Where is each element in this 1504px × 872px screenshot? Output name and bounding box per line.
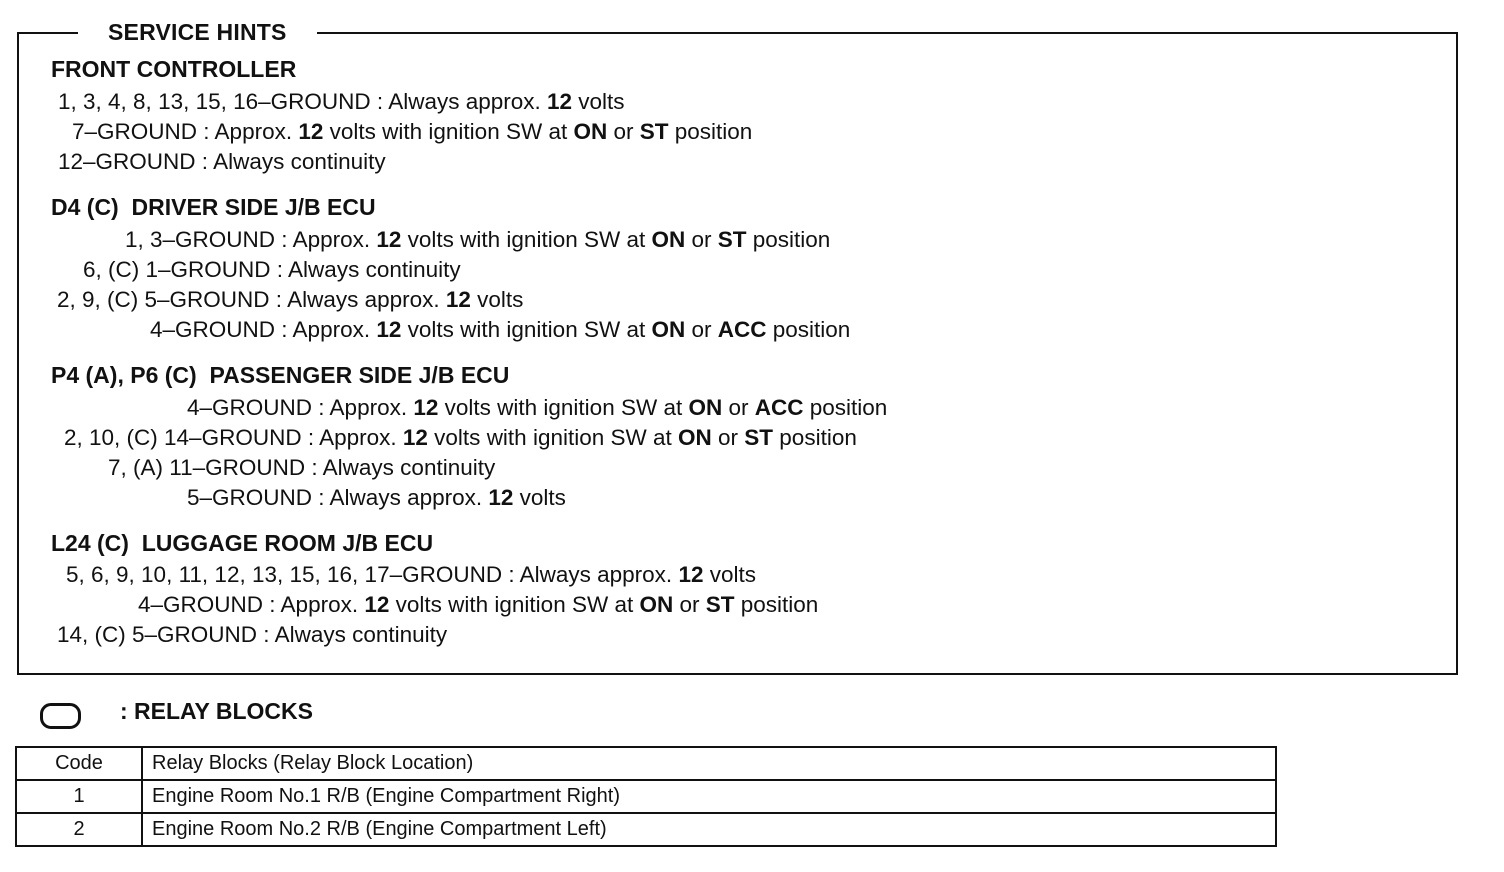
rounded-rectangle-icon [40,703,81,729]
cell-code: 1 [16,780,142,813]
table-row [16,813,1276,846]
hint-line: 12–GROUND : Always continuity [58,149,386,174]
relay-blocks-label: : RELAY BLOCKS [120,698,313,724]
hint-line: 2, 9, (C) 5–GROUND : Always approx. 12 volts [57,287,524,312]
hint-line: 5–GROUND : Always approx. 12 volts [187,485,566,510]
hint-line: 14, (C) 5–GROUND : Always continuity [57,622,448,647]
cell-code: 2 [16,813,142,846]
hint-line: 7, (A) 11–GROUND : Always continuity [108,455,496,480]
relay-blocks-table [15,746,1277,847]
hint-line: 4–GROUND : Approx. 12 volts with ignition SW at ON or ST position [138,592,819,617]
column-header-code: Code [16,747,142,780]
passenger-jb-title: P4 (A), P6 (C) PASSENGER SIDE J/B ECU [51,362,510,388]
column-header-relay-blocks: Relay Blocks (Relay Block Location) [142,747,1276,780]
table-row [16,780,1276,813]
hint-line: 4–GROUND : Approx. 12 volts with ignition SW at ON or ACC position [187,395,888,420]
hint-line: 7–GROUND : Approx. 12 volts with ignition SW at ON or ST position [72,119,753,144]
service-hints-title: SERVICE HINTS [78,18,317,46]
cell-relay-block: Engine Room No.1 R/B (Engine Compartment Right) [142,780,1276,813]
hint-line: 4–GROUND : Approx. 12 volts with ignition SW at ON or ACC position [150,317,851,342]
hint-line: 6, (C) 1–GROUND : Always continuity [83,257,461,282]
table-header-row [16,747,1276,780]
cell-relay-block: Engine Room No.2 R/B (Engine Compartment Left) [142,813,1276,846]
hint-line: 1, 3–GROUND : Approx. 12 volts with ignition SW at ON or ST position [125,227,831,252]
driver-jb-title: D4 (C) DRIVER SIDE J/B ECU [51,194,376,220]
hint-line: 1, 3, 4, 8, 13, 15, 16–GROUND : Always approx. 12 volts [58,89,625,114]
luggage-jb-title: L24 (C) LUGGAGE ROOM J/B ECU [51,530,434,556]
front-controller-title: FRONT CONTROLLER [51,56,297,82]
hint-line: 5, 6, 9, 10, 11, 12, 13, 15, 16, 17–GROUND : Always approx. 12 volts [66,562,756,587]
hint-line: 2, 10, (C) 14–GROUND : Approx. 12 volts with ignition SW at ON or ST position [64,425,857,450]
